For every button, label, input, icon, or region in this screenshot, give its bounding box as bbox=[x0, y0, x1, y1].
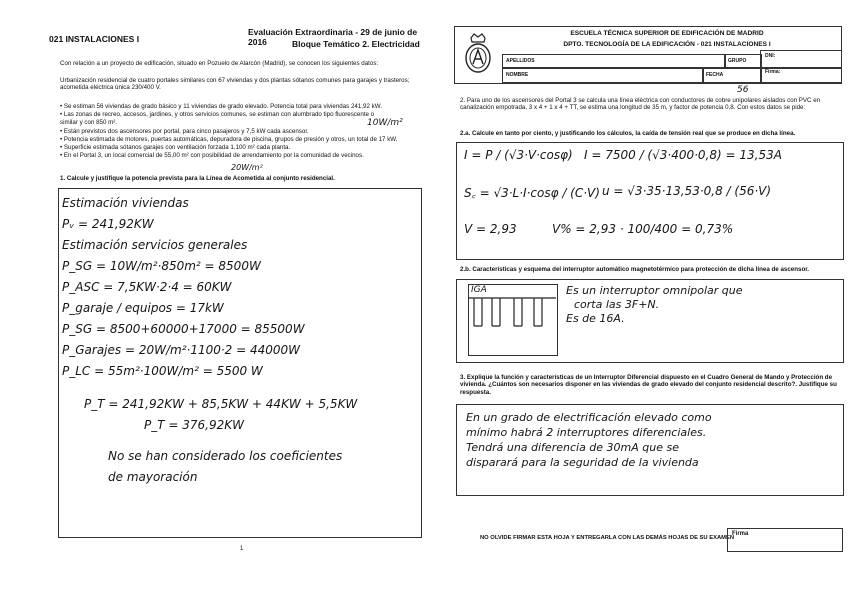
answer-line: P_ASC = 7,5KW·2·4 = 60KW bbox=[62, 280, 232, 294]
nombre-field[interactable] bbox=[502, 67, 704, 83]
answer-line: V% = 2,93 · 100/400 = 0,73% bbox=[552, 222, 734, 236]
data-item: • Se estiman 56 viviendas de grado básico y 11 viviendas de grado elevado. Potencia total para viviendas 241,92 kW. bbox=[60, 103, 382, 110]
answer-line: Tendrá una diferencia de 30mA que se bbox=[466, 441, 680, 454]
answer-3-text bbox=[466, 410, 838, 470]
handwritten-annotation: 20W/m² bbox=[231, 163, 263, 172]
firma-header-label: Firma: bbox=[765, 69, 781, 75]
footer-note: NO OLVIDE FIRMAR ESTA HOJA Y ENTREGARLA CON LAS DEMÁS HOJAS DE SU EXAMEN bbox=[480, 535, 735, 541]
answer-line: P_garaje / equipos = 17kW bbox=[62, 301, 224, 315]
answer-line: Es un interruptor omnipolar que bbox=[566, 284, 743, 297]
data-list bbox=[60, 103, 422, 160]
nombre-label: NOMBRE bbox=[506, 72, 529, 78]
data-item: • Las zonas de recreo, accesos, jardines, y otros servicios comunes, se estiman con alumbrado tipo fluorescente o similar y con 850 m². bbox=[60, 111, 375, 127]
answer-line: P_SG = 10W/m²·850m² = 8500W bbox=[62, 259, 261, 273]
answer-line: P_Garajes = 20W/m²·1100·2 = 44000W bbox=[62, 343, 301, 357]
answer-line: u = √3·35·13,53·0,8 / (56·V) bbox=[602, 184, 772, 198]
block-title: Bloque Temático 2. Electricidad bbox=[292, 39, 420, 49]
answer-line: de mayoración bbox=[108, 470, 198, 484]
answer-line: P_T = 376,92KW bbox=[144, 418, 244, 432]
handwritten-annotation: 56 bbox=[737, 85, 749, 95]
answer-line: disparará para la seguridad de la vivienda bbox=[466, 456, 699, 469]
apellidos-label: APELLIDOS bbox=[506, 58, 535, 64]
handwritten-annotation: 10W/m² bbox=[367, 118, 403, 128]
answer-line: I = 7500 / (√3·400·0,8) = 13,53A bbox=[584, 148, 782, 162]
data-item: • En el Portal 3, un local comercial de 55,00 m² con posibilidad de arrendamiento por la comunidad de vecinos. bbox=[60, 152, 364, 160]
exam-title: Evaluación Extraordinaria - 29 de junio de 2016 bbox=[248, 27, 418, 47]
answer-line: V = 2,93 bbox=[464, 222, 517, 236]
answer-line: P_T = 241,92KW + 85,5KW + 44KW + 5,5KW bbox=[84, 397, 358, 411]
answer-1-handwriting bbox=[62, 193, 418, 488]
right-page bbox=[432, 0, 848, 599]
answer-line: S꜀ = √3·L·I·cosφ / (C·V) bbox=[464, 186, 600, 200]
data-item: • Potencia estimada de motores, puertas automáticas, depuradora de piscina, grupos de presión y otros, un total de 17 kW. bbox=[60, 135, 398, 143]
iga-switch-icon bbox=[468, 292, 556, 332]
answer-2b-text bbox=[566, 284, 743, 326]
data-item: • Están previstos dos ascensores por portal, para cinco pasajeros y 7,5 kW cada ascensor. bbox=[60, 127, 309, 135]
answer-line: Estimación servicios generales bbox=[62, 238, 248, 252]
data-item: • Superficie estimada sótanos garajes con ventilación forzada 1.100 m² cada planta. bbox=[60, 144, 291, 152]
question-3: 3. Explique la función y características de un Interruptor Diferencial dispuesto en el Cuadro General de Mando y Protección de vivienda. ¿Cuántos son necesarios disponer en las viviendas de grado elevado del conjunto residencial descrito?. Justifique su respuesta. bbox=[460, 374, 837, 396]
answer-line: Estimación viviendas bbox=[62, 196, 189, 210]
question-1: 1. Calcule y justifique la potencia prevista para la Línea de Acometida al conjunto residencial. bbox=[60, 175, 335, 182]
dni-label: DNI: bbox=[765, 53, 776, 59]
answer-line: P_SG = 8500+60000+17000 = 85500W bbox=[62, 322, 305, 336]
school-crest-icon bbox=[463, 32, 493, 76]
course-title: 021 INSTALACIONES I bbox=[49, 34, 140, 44]
grupo-label: GRUPO bbox=[728, 58, 747, 64]
intro-text: Con relación a un proyecto de edificación, situado en Pozuelo de Alarcón (Madrid), se conocen los siguientes datos: bbox=[60, 60, 379, 67]
question-2: 2. Para uno de los ascensores del Portal 3 se calcula una línea eléctrica con conductores de cobre unipolares aislados con PVC en canalización empotrada, 3 x 4 + 1 x 4 + TT, se estima una longitud de 35 m, y factor de potencia 0,8. Con estos datos se pide: bbox=[460, 97, 821, 112]
page-number: 1 bbox=[240, 546, 244, 552]
iga-label: IGA bbox=[471, 285, 487, 295]
answer-line: P_LC = 55m²·100W/m² = 5500 W bbox=[62, 364, 263, 378]
department-name: DPTO. TECNOLOGÍA DE LA EDIFICACIÓN - 021 INSTALACIONES I bbox=[563, 41, 771, 48]
school-name: ESCUELA TÉCNICA SUPERIOR DE EDIFICACIÓN DE MADRID bbox=[570, 30, 764, 37]
answer-line: Pᵥ = 241,92KW bbox=[62, 217, 154, 231]
description-text: Urbanización residencial de cuatro portales similares con 67 viviendas y dos plantas sótanos comunes para garajes y trasteros; acometida eléctrica única 230/400 V. bbox=[60, 77, 410, 92]
fecha-label: FECHA bbox=[706, 72, 724, 78]
answer-line: No se han considerado los coeficientes bbox=[108, 449, 343, 463]
answer-line: corta las 3F+N. bbox=[574, 298, 660, 311]
answer-line: En un grado de electrificación elevado como bbox=[466, 411, 712, 424]
firma-box-label: Firma bbox=[732, 531, 749, 537]
question-2b: 2.b. Características y esquema del interruptor automático magnetotérmico para protección de dicha línea de ascensor. bbox=[460, 266, 810, 273]
question-2a: 2.a. Calcule en tanto por ciento, y justificando los cálculos, la caída de tensión real que se produce en dicha línea. bbox=[460, 130, 796, 137]
answer-line: I = P / (√3·V·cosφ) bbox=[464, 148, 573, 162]
answer-line: mínimo habrá 2 interruptores diferenciales. bbox=[466, 426, 707, 439]
answer-line: Es de 16A. bbox=[566, 312, 625, 325]
